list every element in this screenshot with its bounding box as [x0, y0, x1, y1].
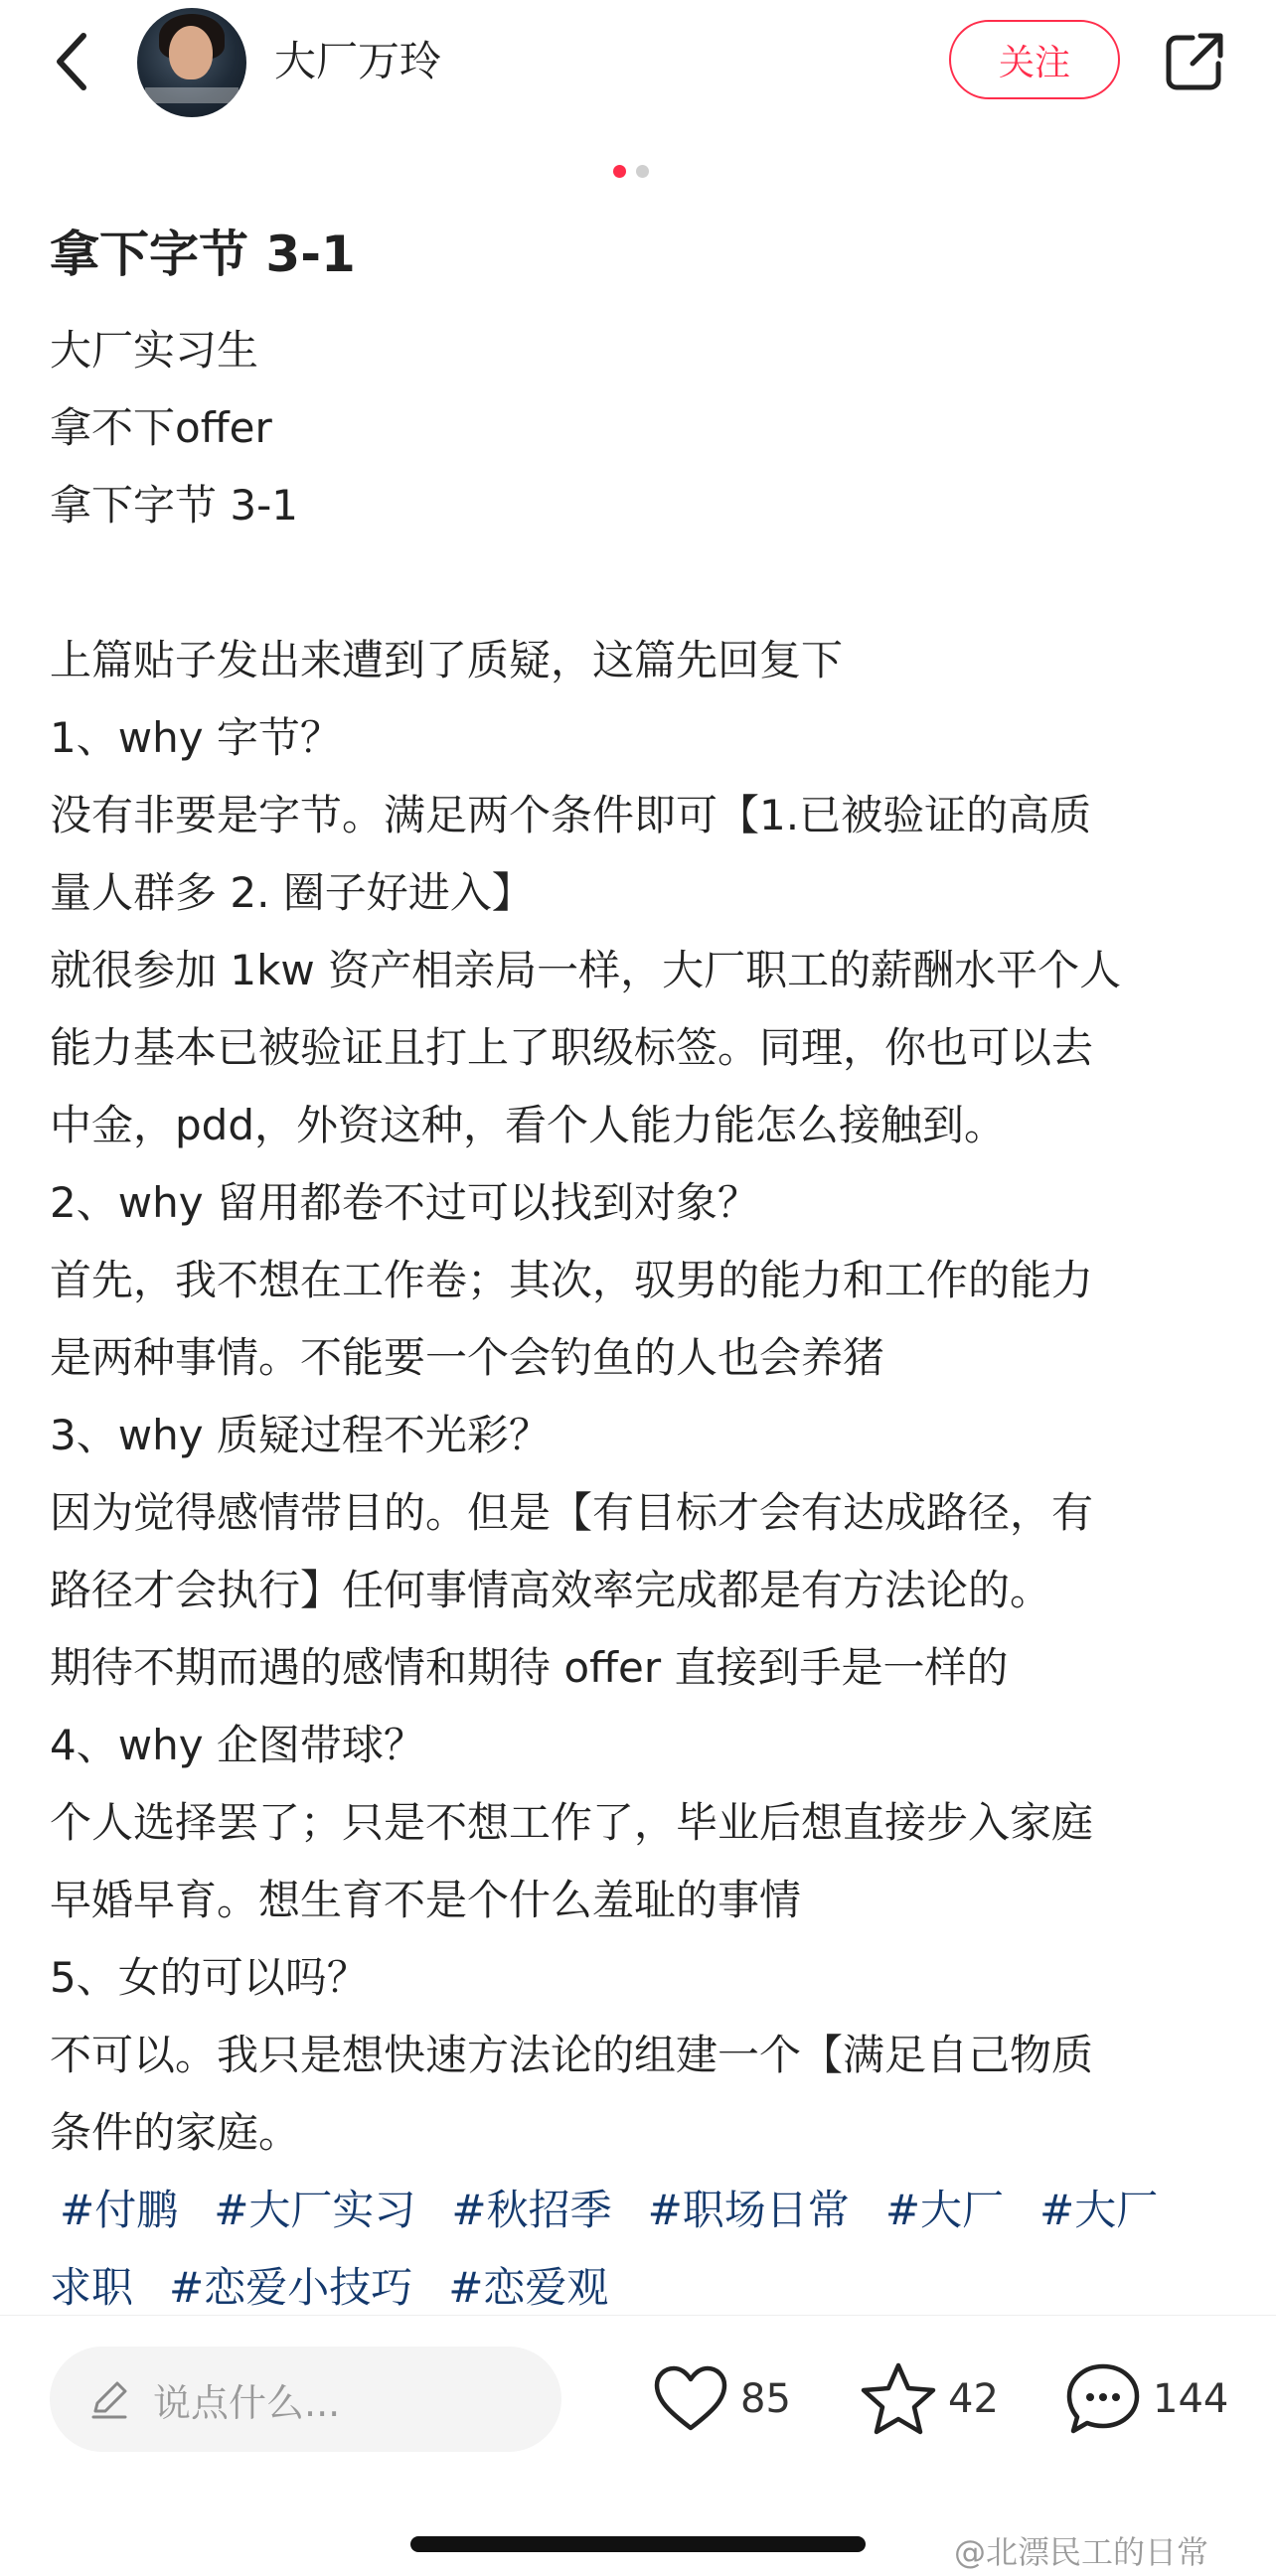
hashtag[interactable]: #恋爱小技巧 — [169, 2263, 413, 2312]
post-line: 拿下字节 3-1 — [50, 481, 298, 530]
share-icon — [1163, 30, 1226, 93]
pencil-icon — [87, 2377, 131, 2421]
share-button[interactable] — [1161, 28, 1228, 95]
hashtag-row — [50, 2172, 1252, 2249]
hashtag[interactable]: #大厂实习 — [214, 2186, 416, 2234]
post-line: 拿不下offer — [50, 403, 272, 452]
post-line-blank — [50, 544, 1242, 622]
comment-button[interactable] — [1063, 2356, 1228, 2442]
post-line: 不可以。我只是想快速方法论的组建一个【满足自己物质 — [50, 2031, 1094, 2079]
hashtag[interactable]: #大厂 — [1039, 2186, 1159, 2234]
post-line: 首先，我不想在工作卷；其次，驭男的能力和工作的能力 — [50, 1256, 1094, 1304]
post-title: 拿下字节 3-1 — [50, 226, 356, 283]
collect-count: 42 — [948, 2376, 999, 2422]
like-count: 85 — [740, 2376, 791, 2422]
post-line: 上篇贴子发出来遭到了质疑，这篇先回复下 — [50, 636, 844, 684]
post-line: 早婚早育。想生育不是个什么羞耻的事情 — [50, 1876, 802, 1924]
bottom-divider — [0, 2315, 1276, 2316]
back-button[interactable] — [40, 22, 103, 101]
hashtag[interactable]: #大厂 — [884, 2186, 1005, 2234]
post-line: 大厂实习生 — [50, 326, 259, 375]
post-line: 路径才会执行】任何事情高效率完成都是有方法论的。 — [50, 1566, 1052, 1614]
pager-dot — [636, 165, 649, 178]
post-line: 没有非要是字节。满足两个条件即可【1.已被验证的高质 — [50, 791, 1092, 839]
hashtag[interactable]: 求职 — [50, 2263, 134, 2312]
hashtag[interactable]: #秋招季 — [451, 2186, 612, 2234]
post-line: 是两种事情。不能要一个会钓鱼的人也会养猪 — [50, 1333, 885, 1382]
post-line: 条件的家庭。 — [50, 2108, 301, 2157]
avatar[interactable] — [137, 8, 246, 117]
post-body — [50, 312, 1242, 2172]
author-name[interactable]: 大厂万玲 — [274, 37, 442, 85]
chat-bubble-icon — [1063, 2359, 1143, 2439]
chevron-left-icon — [52, 30, 91, 93]
post-line: 3、why 质疑过程不光彩？ — [50, 1411, 551, 1459]
hashtag[interactable]: #付鹏 — [60, 2186, 179, 2234]
post-line: 1、why 字节？ — [50, 713, 342, 762]
watermark: @北漂民工的日常 — [954, 2533, 1209, 2571]
post-line: 4、why 企图带球？ — [50, 1721, 425, 1769]
post-line: 能力基本已被验证且打上了职级标签。同理，你也可以去 — [50, 1023, 1094, 1072]
home-indicator — [410, 2536, 866, 2552]
post-line: 中金，pdd，外资这种，看个人能力能怎么接触到。 — [50, 1101, 1006, 1149]
post-line: 个人选择罢了；只是不想工作了，毕业后想直接步入家庭 — [50, 1798, 1094, 1847]
post-line: 就很参加 1kw 资产相亲局一样，大厂职工的薪酬水平个人 — [50, 946, 1122, 994]
follow-button[interactable]: 关注 — [949, 20, 1120, 99]
hashtag[interactable]: #职场日常 — [647, 2186, 850, 2234]
post-line: 因为觉得感情带目的。但是【有目标才会有达成路径，有 — [50, 1488, 1094, 1537]
comment-input[interactable] — [50, 2347, 561, 2452]
post-line: 期待不期而遇的感情和期待 offer 直接到手是一样的 — [50, 1643, 1009, 1692]
post-line: 量人群多 2. 圈子好进入】 — [50, 868, 534, 917]
top-bar — [0, 0, 1276, 129]
comment-count: 144 — [1153, 2376, 1229, 2422]
heart-icon — [651, 2359, 730, 2439]
pager-dot-active — [613, 165, 626, 178]
like-button[interactable] — [651, 2356, 791, 2442]
hashtag[interactable]: #恋爱观 — [448, 2263, 609, 2312]
hashtag-list — [50, 2172, 1252, 2327]
comment-placeholder: 说点什么... — [153, 2380, 341, 2425]
star-icon — [859, 2359, 938, 2439]
post-line: 5、女的可以吗？ — [50, 1953, 369, 2002]
image-pager-dots — [613, 165, 649, 178]
collect-button[interactable] — [859, 2356, 999, 2442]
post-line: 2、why 留用都卷不过可以找到对象？ — [50, 1178, 759, 1227]
